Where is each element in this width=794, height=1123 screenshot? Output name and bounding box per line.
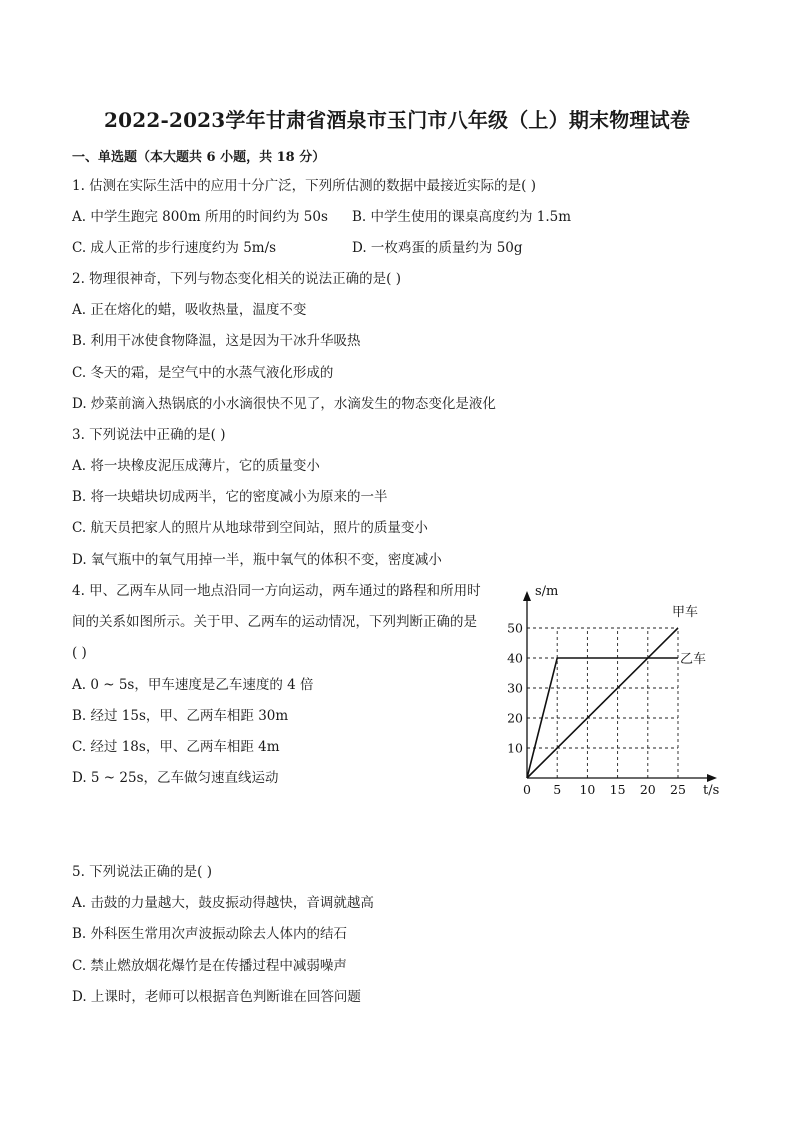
series-label-2: 乙车	[680, 652, 707, 667]
y-tick-label: 20	[507, 710, 523, 726]
question-1-option-c: C. 成人正常的步行速度约为 5m/s	[72, 240, 277, 256]
series-label-1: 甲车	[672, 605, 699, 620]
x-tick-label: 15	[609, 782, 626, 797]
question-3-option-c: C. 航天员把家人的照片从地球带到空间站，照片的质量变小	[72, 520, 428, 536]
y-tick-label: 30	[507, 680, 523, 696]
question-2-option-d: D. 炒菜前滴入热锅底的小水滴很快不见了，水滴发生的物态变化是液化	[72, 396, 496, 412]
x-tick-label: 5	[553, 782, 562, 797]
section-heading: 一、单选题（本大题共 6 小题，共 18 分）	[72, 150, 326, 165]
question-1-option-d: D. 一枚鸡蛋的质量约为 50g	[352, 240, 523, 256]
question-5-option-c: C. 禁止燃放烟花爆竹是在传播过程中减弱噪声	[72, 958, 347, 974]
question-4-option-a: A. 0 ~ 5s，甲车速度是乙车速度的 4 倍	[72, 677, 314, 693]
question-3-option-d: D. 氧气瓶中的氧气用掉一半，瓶中氧气的体积不变，密度减小	[72, 552, 442, 568]
question-2-option-b: B. 利用干冰使食物降温，这是因为干冰升华吸热	[72, 333, 361, 349]
question-2-option-c: C. 冬天的霜，是空气中的水蒸气液化形成的	[72, 365, 334, 381]
exam-title: 2022-2023学年甘肃省酒泉市玉门市八年级（上）期末物理试卷	[103, 108, 691, 132]
question-3-stem: 3. 下列说法中正确的是( )	[72, 427, 226, 443]
question-2-stem: 2. 物理很神奇，下列与物态变化相关的说法正确的是( )	[72, 271, 401, 287]
question-5-option-b: B. 外科医生常用次声波振动除去人体内的结石	[72, 926, 348, 942]
question-1-option-b: B. 中学生使用的课桌高度约为 1.5m	[352, 209, 572, 225]
question-4-stem-line-3: ( )	[72, 645, 87, 661]
question-4-option-b: B. 经过 15s，甲、乙两车相距 30m	[72, 708, 289, 724]
x-tick-label: 25	[670, 782, 686, 797]
question-1-option-a: A. 中学生跑完 800m 所用的时间约为 50s	[72, 209, 328, 225]
question-4-stem-line-1: 4. 甲、乙两车从同一地点沿同一方向运动，两车通过的路程和所用时	[72, 583, 481, 599]
series-line-1	[527, 628, 678, 778]
x-tick-label: 20	[639, 782, 656, 797]
y-tick-label: 50	[507, 620, 523, 636]
x-tick-label: 10	[579, 782, 596, 797]
question-1-stem: 1. 估测在实际生活中的应用十分广泛，下列所估测的数据中最接近实际的是( )	[72, 178, 536, 194]
y-axis-arrow	[523, 591, 531, 601]
question-3-option-a: A. 将一块橡皮泥压成薄片，它的质量变小	[72, 458, 320, 474]
distance-time-chart	[495, 578, 730, 800]
question-4-stem-line-2: 间的关系如图所示。关于甲、乙两车的运动情况，下列判断正确的是	[72, 614, 477, 630]
question-2-option-a: A. 正在熔化的蜡，吸收热量，温度不变	[72, 302, 307, 318]
x-axis-label: t/s	[703, 783, 720, 798]
question-3-option-b: B. 将一块蜡块切成两半，它的密度减小为原来的一半	[72, 489, 388, 505]
question-5-stem: 5. 下列说法正确的是( )	[72, 864, 212, 880]
y-axis-label: s/m	[535, 584, 559, 599]
question-4-option-d: D. 5 ~ 25s，乙车做匀速直线运动	[72, 770, 279, 786]
question-5-option-d: D. 上课时，老师可以根据音色判断谁在回答问题	[72, 989, 361, 1005]
x-axis-arrow	[707, 774, 717, 782]
origin-tick-label: 0	[523, 782, 531, 797]
question-4-option-c: C. 经过 18s，甲、乙两车相距 4m	[72, 739, 280, 755]
question-5-option-a: A. 击鼓的力量越大，鼓皮振动得越快，音调就越高	[72, 895, 374, 911]
y-tick-label: 40	[507, 650, 523, 666]
y-tick-label: 10	[507, 740, 523, 756]
